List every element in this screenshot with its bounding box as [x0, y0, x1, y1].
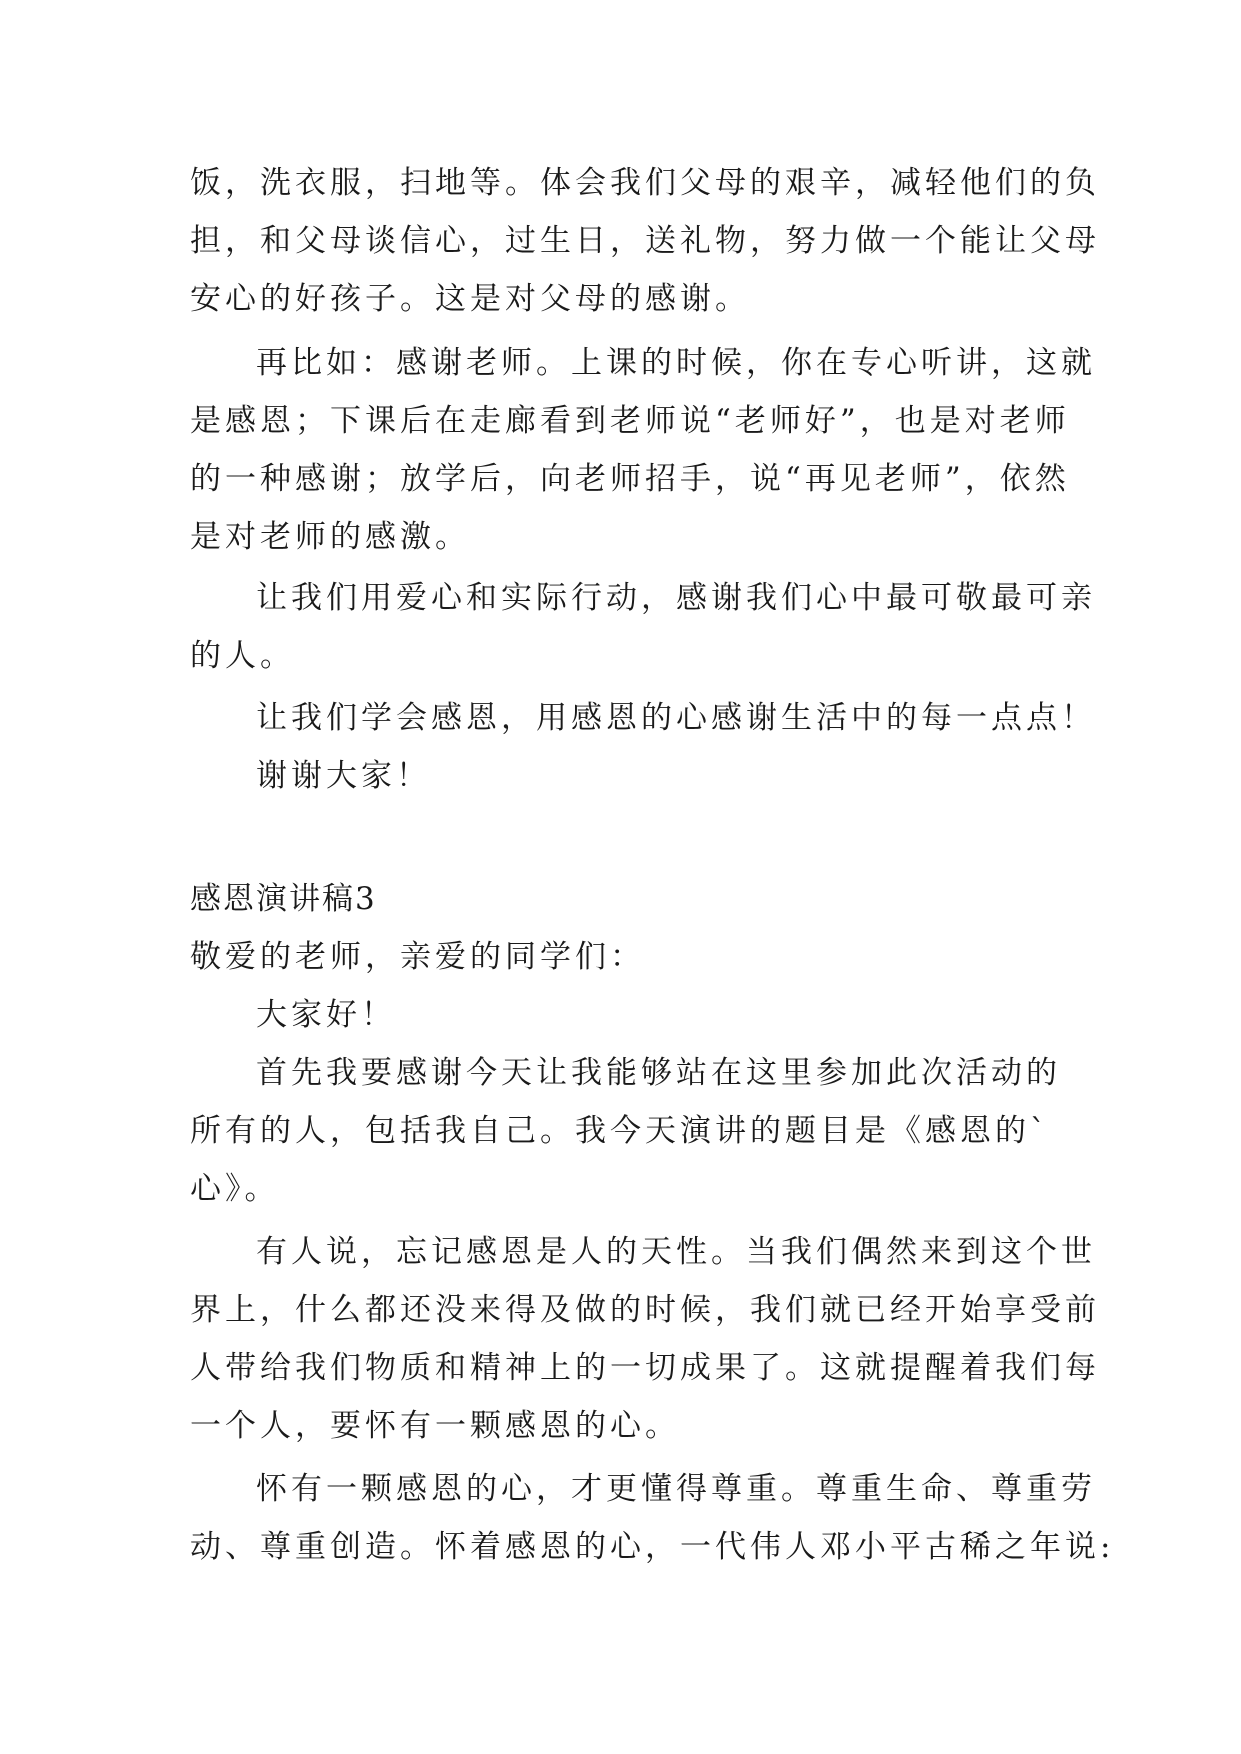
- text-line: 的一种感谢；放学后，向老师招手，说“再见老师”，依然: [190, 461, 1070, 497]
- text-line: 饭，洗衣服，扫地等。体会我们父母的艰辛，减轻他们的负: [190, 165, 1100, 201]
- text-line: 动、尊重创造。怀着感恩的心，一代伟人邓小平古稀之年说:: [190, 1529, 1115, 1565]
- text-line: 界上，什么都还没来得及做的时候，我们就已经开始享受前: [190, 1292, 1100, 1328]
- text-line: 的人。: [190, 638, 295, 674]
- text-line: 是感恩；下课后在走廊看到老师说“老师好”，也是对老师: [190, 403, 1070, 439]
- paragraph-first-line: 首先我要感谢今天让我能够站在这里参加此次活动的: [256, 1055, 1061, 1091]
- paragraph-first-line: 怀有一颗感恩的心，才更懂得尊重。尊重生命、尊重劳: [256, 1471, 1096, 1507]
- text-line: 担，和父母谈信心，过生日，送礼物，努力做一个能让父母: [190, 223, 1100, 259]
- text-line: 安心的好孩子。这是对父母的感谢。: [190, 281, 750, 317]
- text-line: 人带给我们物质和精神上的一切成果了。这就提醒着我们每: [190, 1350, 1100, 1386]
- paragraph-first-line: 让我们用爱心和实际行动，感谢我们心中最可敬最可亲: [256, 580, 1096, 616]
- greeting: 大家好！: [256, 997, 396, 1033]
- text-line: 所有的人，包括我自己。我今天演讲的题目是《感恩的`: [190, 1113, 1050, 1149]
- paragraph-first-line: 谢谢大家！: [256, 758, 431, 794]
- salutation: 敬爱的老师，亲爱的同学们：: [190, 939, 645, 975]
- text-line: 心》。: [190, 1171, 280, 1207]
- paragraph-first-line: 有人说，忘记感恩是人的天性。当我们偶然来到这个世: [256, 1234, 1096, 1270]
- paragraph-first-line: 让我们学会感恩，用感恩的心感谢生活中的每一点点！: [256, 700, 1096, 736]
- text-line: 一个人，要怀有一颗感恩的心。: [190, 1408, 680, 1444]
- text-line: 是对老师的感激。: [190, 519, 470, 555]
- paragraph-first-line: 再比如：感谢老师。上课的时候，你在专心听讲，这就: [256, 345, 1096, 381]
- section-heading: 感恩演讲稿3: [190, 881, 377, 917]
